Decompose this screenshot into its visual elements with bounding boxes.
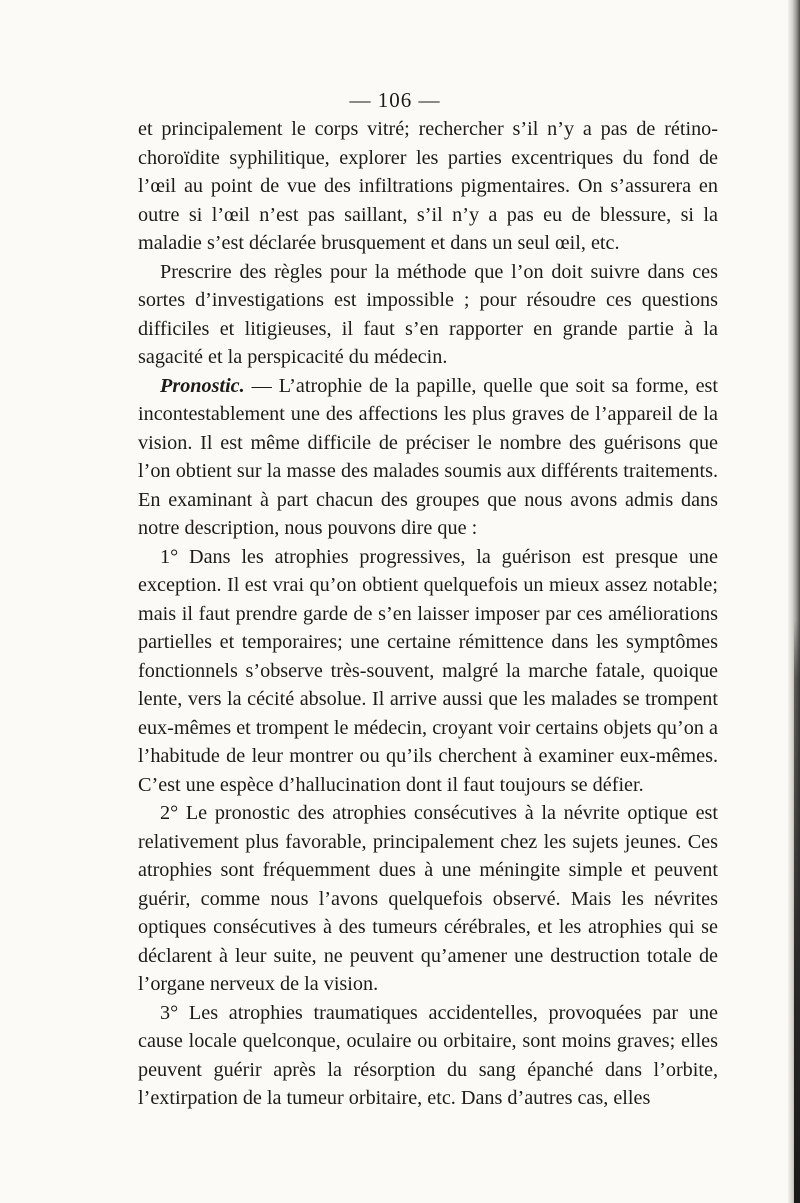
section-heading-pronostic: Pronostic. (160, 374, 245, 397)
page-number-header: — 106 — (349, 88, 441, 112)
body-text (138, 115, 718, 1113)
paragraph-text: 1° Dans les atrophies progressives, la guérison est presque une exception. Il est vrai qu’on obtient quelquefois un mieux assez notable; mais il faut prendre garde de s’en laisser imposer par ces améliorations partielles et temporaires; une certaine rémittence dans les symptômes fonctionnels s’observe très-souvent, malgré la marche fatale, quoique lente, vers la cécité absolue. Il arrive aussi que les malades se trompent eux-mêmes et trompent le médecin, croyant voir certains objets qu’on a l’habitude de leur montrer ou qu’ils cherchent à examiner eux-mêmes. C’est une espèce d’hallucination dont il faut toujours se défier. (138, 545, 718, 796)
paragraph-text: et principalement le corps vitré; rechercher s’il n’y a pas de rétino-choroïdite syphilitique, explorer les parties excentriques du fond de l’œil au point de vue des infiltrations pigmentaires. On s’assurera en outre si l’œil n’est pas saillant, s’il n’y a pas eu de blessure, si la maladie s’est déclarée brusquement et dans un seul œil, etc. (138, 118, 718, 254)
paragraph-text: 2° Le pronostic des atrophies consécutives à la névrite optique est relativement plus favorable, principalement chez les sujets jeunes. Ces atrophies sont fréquemment dues à une méningite simple et peuvent guérir, comme nous l’avons quelquefois observé. Mais les névrites optiques consécutives à des tumeurs cérébrales, et les atrophies qui se déclarent à leur suite, ne peuvent qu’amener une destruction totale de l’organe nerveux de la vision. (138, 802, 718, 995)
paragraph-investigations (138, 258, 718, 372)
paragraph-pronostic (138, 372, 718, 543)
paragraph-item-2 (138, 799, 718, 999)
paragraph-text: Prescrire des règles pour la méthode que l’on doit suivre dans ces sortes d’investigations est impossible ; pour résoudre ces questions difficiles et litigieuses, il faut s’en rapporter en grande partie à la sagacité et la perspicacité du médecin. (138, 260, 718, 368)
paragraph-item-3 (138, 999, 718, 1113)
paragraph-item-1 (138, 543, 718, 800)
paragraph-text: — L’atrophie de la papille, quelle que soit sa forme, est incontestablement une des affections les plus graves de l’appareil de la vision. Il est même difficile de préciser le nombre des guérisons que l’on obtient sur la masse des malades soumis aux différents traitements. En examinant à part chacun des groupes que nous avons admis dans notre description, nous pouvons dire que : (138, 374, 718, 539)
paragraph-continuation (138, 115, 718, 258)
book-edge-dark (794, 620, 800, 1203)
paragraph-text: 3° Les atrophies traumatiques accidentelles, provoquées par une cause locale quelconque, oculaire ou orbitaire, sont moins graves; elles peuvent guérir après la résorption du sang épanché dans l’orbite, l’extirpation de la tumeur orbitaire, etc. Dans d’autres cas, elles (138, 1001, 718, 1109)
